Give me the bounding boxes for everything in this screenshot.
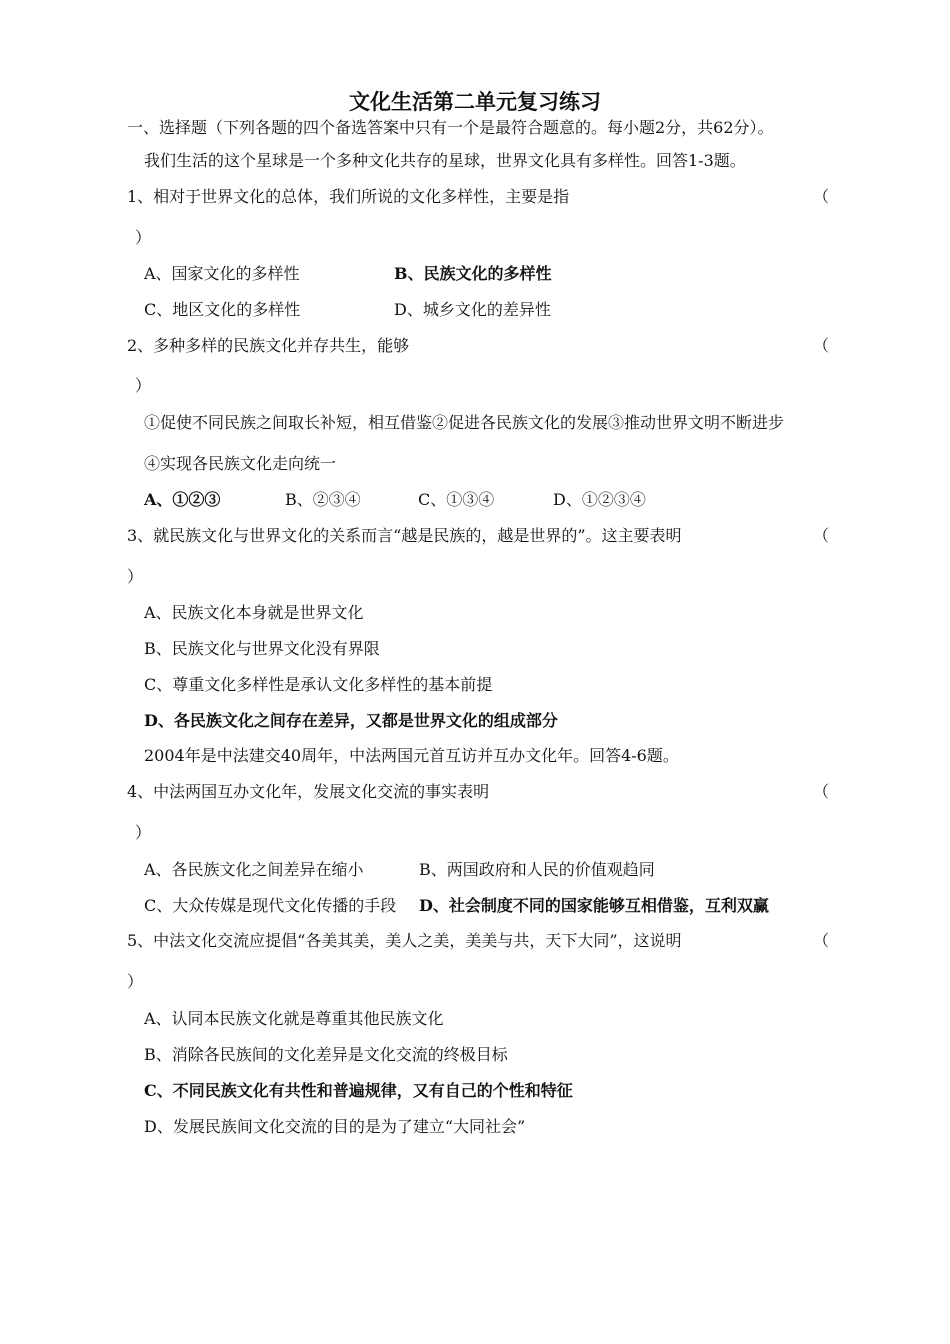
question-5-option-b: B、消除各民族间的文化差异是文化交流的终极目标 [144,1045,508,1064]
question-4-option-a: A、各民族文化之间差异在缩小 [144,860,364,879]
question-1-option-c: C、地区文化的多样性 [144,300,301,319]
question-2-option-c: C、①③④ [418,490,495,509]
question-1-answer-paren-open: （ [813,187,830,206]
question-3-option-c: C、尊重文化多样性是承认文化多样性的基本前提 [144,675,493,694]
question-5-answer-paren-close: ） [127,972,144,991]
question-2-option-b: B、②③④ [285,490,361,509]
question-4-option-c: C、大众传媒是现代文化传播的手段 [144,896,397,915]
question-2-answer-paren-close: ） [135,376,152,395]
question-4-answer-paren-open: （ [813,782,830,801]
question-5-option-c: C、不同民族文化有共性和普遍规律，又有自己的个性和特征 [144,1081,573,1100]
question-2-stem: 2、多种多样的民族文化并存共生，能够 [127,336,410,355]
question-2-statements-line-1: ①促使不同民族之间取长补短，相互借鉴②促进各民族文化的发展③推动世界文明不断进步 [144,413,785,432]
question-1-answer-paren-close: ） [135,228,152,247]
question-3-answer-paren-close: ） [127,567,144,586]
question-3-option-b: B、民族文化与世界文化没有界限 [144,639,380,658]
question-3-stem: 3、就民族文化与世界文化的关系而言“越是民族的，越是世界的”。这主要表明 [127,526,682,545]
page-title: 文化生活第二单元复习练习 [349,89,601,114]
question-4-option-d: D、社会制度不同的国家能够互相借鉴，互利双赢 [419,896,769,915]
question-4-stem: 4、中法两国互办文化年，发展文化交流的事实表明 [127,782,490,801]
intro-text-2: 2004年是中法建交40周年，中法两国元首互访并互办文化年。回答4-6题。 [144,746,679,765]
question-1-stem: 1、相对于世界文化的总体，我们所说的文化多样性，主要是指 [127,187,570,206]
section-heading: 一、选择题（下列各题的四个备选答案中只有一个是最符合题意的。每小题2分，共62分）。 [127,118,774,137]
question-5-answer-paren-open: （ [813,931,830,950]
question-1-option-b: B、民族文化的多样性 [394,264,552,283]
question-2-statements-line-2: ④实现各民族文化走向统一 [144,454,337,473]
question-5-option-d: D、发展民族间文化交流的目的是为了建立“大同社会” [144,1117,526,1136]
question-2-option-a: A、①②③ [144,490,221,509]
question-3-option-a: A、民族文化本身就是世界文化 [144,603,364,622]
question-1-option-d: D、城乡文化的差异性 [394,300,551,319]
question-4-answer-paren-close: ） [135,823,152,842]
question-2-option-d: D、①②③④ [553,490,646,509]
question-2-answer-paren-open: （ [813,336,830,355]
question-4-option-b: B、两国政府和人民的价值观趋同 [419,860,655,879]
question-5-option-a: A、认同本民族文化就是尊重其他民族文化 [144,1009,444,1028]
intro-text-1: 我们生活的这个星球是一个多种文化共存的星球，世界文化具有多样性。回答1-3题。 [144,151,746,170]
question-1-option-a: A、国家文化的多样性 [144,264,300,283]
question-3-option-d: D、各民族文化之间存在差异，又都是世界文化的组成部分 [144,711,558,730]
question-3-answer-paren-open: （ [813,526,830,545]
question-5-stem: 5、中法文化交流应提倡“各美其美，美人之美，美美与共，天下大同”，这说明 [127,931,682,950]
